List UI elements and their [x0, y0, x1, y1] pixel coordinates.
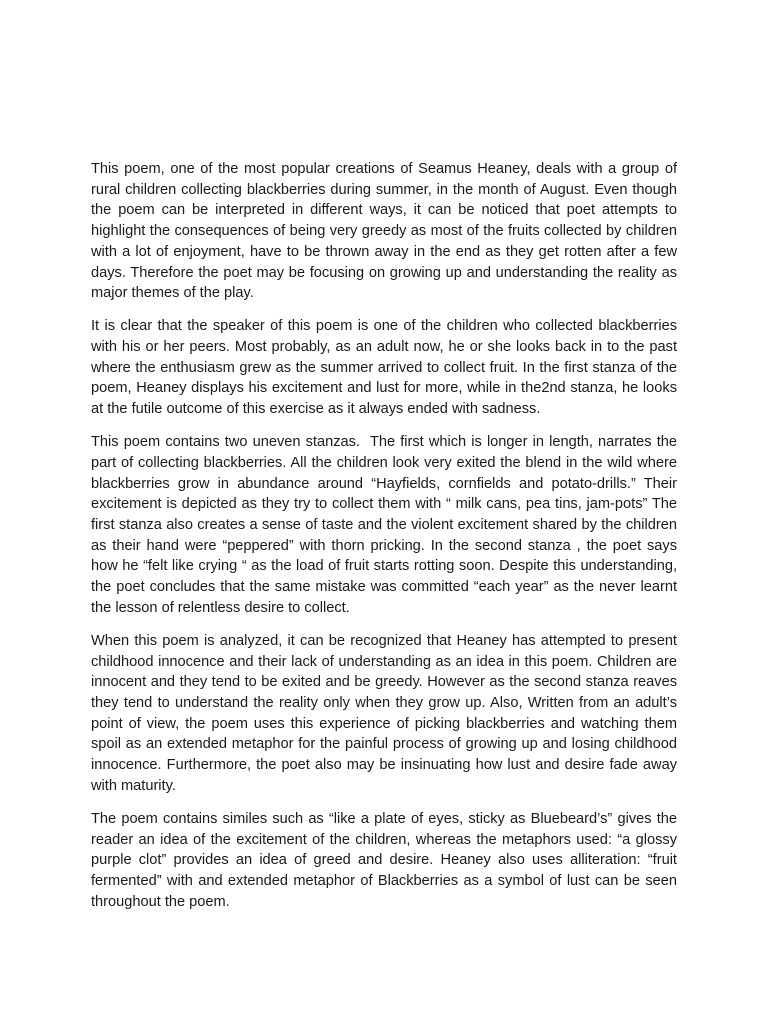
paragraph-4: When this poem is analyzed, it can be recognized that Heaney has attempted to present childhood innocence and their lack of understanding as an idea in this poem. Children are innocent and they tend to be exited and be greedy. However as the second stanza reaves they tend to understand the reality only when they grow up. Also, Written from an adult’s point of view, the poem uses this experience of picking blackberries and watching them spoil as an extended metaphor for the painful process of growing up and losing childhood innocence. Furthermore, the poet also may be insinuating how lust and desire fade away with maturity. [91, 632, 682, 794]
paragraph-2: It is clear that the speaker of this poem is one of the children who collected blackberries with his or her peers. Most probably, as an adult now, he or she looks back in to the past where the enthusiasm grew as the summer arrived to collect fruit. In the first stanza of the poem, Heaney displays his excitement and lust for more, while in the2nd stanza, he looks at the futile outcome of this exercise as it always ended with sadness. [91, 318, 682, 418]
paragraph-3: This poem contains two uneven stanzas. The first which is longer in length, narrates the part of collecting blackberries. All the children look very exited the blend in the wild where blackberries grow in abundance around “Hayfields, cornfields and potato-drills.” Their excitement is depicted as they try to collect them with “ milk cans, pea tins, jam-pots” The first stanza also creates a sense of taste and the violent excitement shared by the children as their hand were “peppered” with thorn pricking. In the second stanza , the poet says how he “felt like crying “ as the load of fruit starts rotting soon. Despite this understanding, the poet concludes that the same mistake was committed “each year” as the never learnt the lesson of relentless desire to collect. [91, 434, 682, 616]
paragraph-1: This poem, one of the most popular creations of Seamus Heaney, deals with a group of rural children collecting blackberries during summer, in the month of August. Even though the poem can be interpreted in different ways, it can be noticed that poet attempts to highlight the consequences of being very greedy as most of the fruits collected by children with a lot of enjoyment, have to be thrown away in the end as they get rotten after a few days. Therefore the poet may be focusing on growing up and understanding the reality as major themes of the play. [91, 161, 682, 302]
paragraph-5: The poem contains similes such as “like a plate of eyes, sticky as Bluebeard’s” gives the reader an idea of the excitement of the children, whereas the metaphors used: “a glossy purple clot” provides an idea of greed and desire. Heaney also uses alliteration: “fruit fermented” with and extended metaphor of Blackberries as a symbol of lust can be seen throughout the poem. [91, 810, 682, 910]
document-body [91, 159, 682, 925]
